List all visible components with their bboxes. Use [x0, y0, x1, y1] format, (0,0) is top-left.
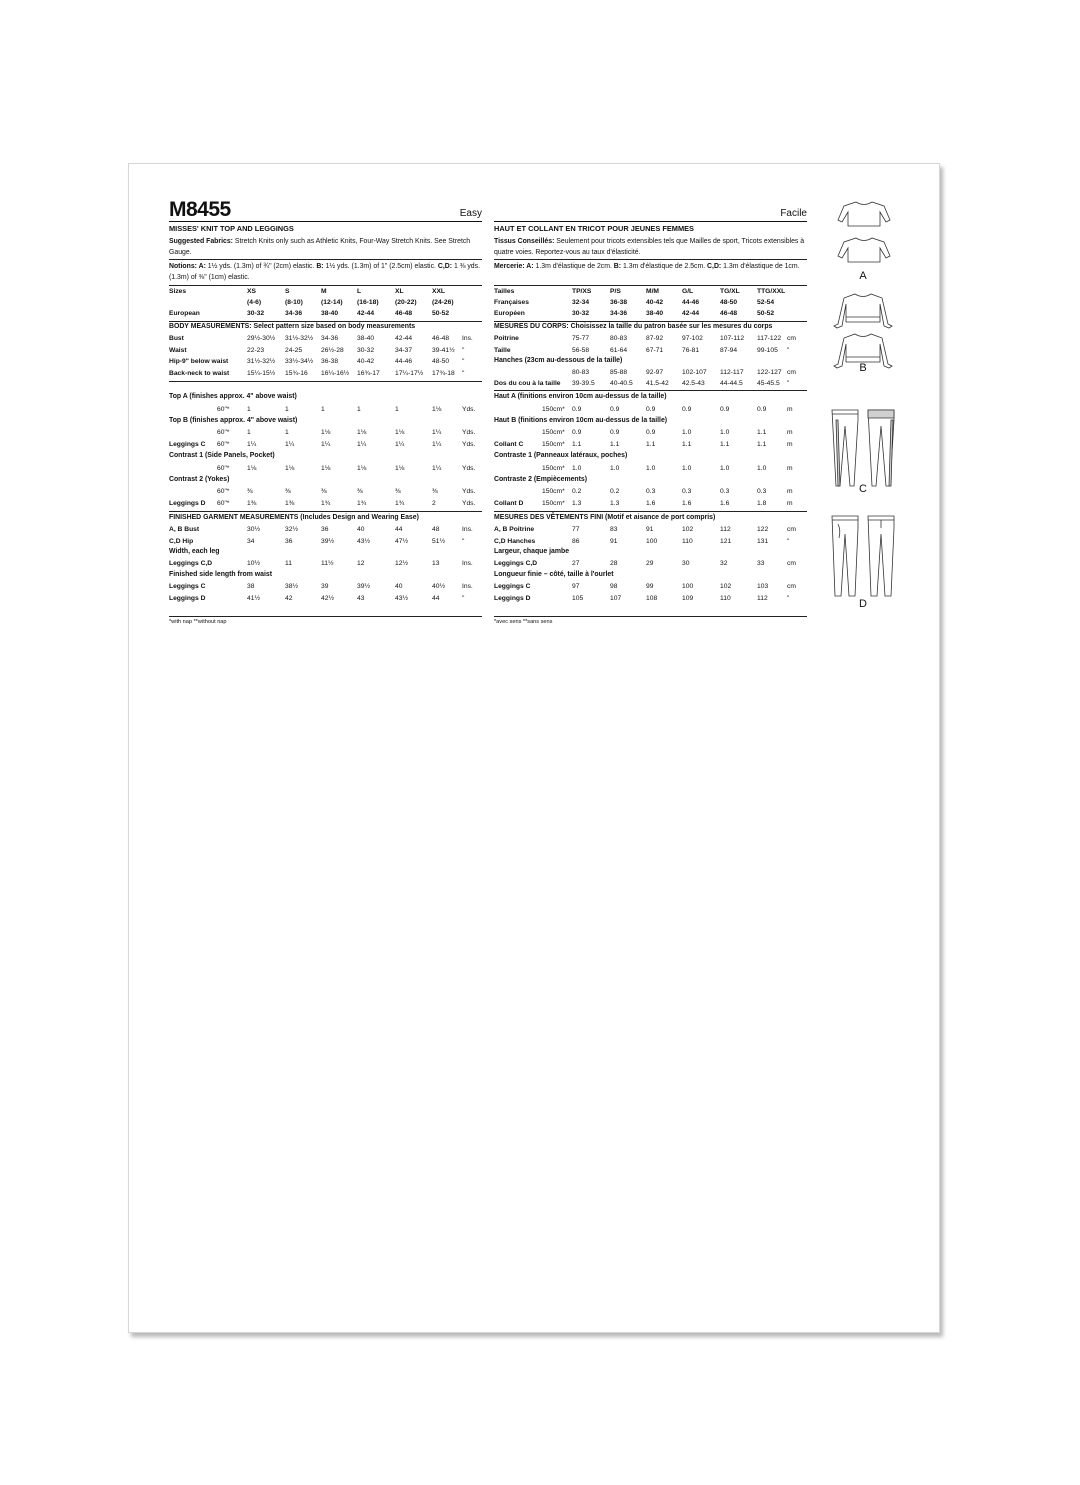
- divider: [494, 259, 807, 260]
- pattern-title: HAUT ET COLLANT EN TRICOT POUR JEUNES FEMMES: [494, 224, 694, 233]
- garment-illustrations: [818, 198, 908, 618]
- table-row: Leggings C 38 38½ 39 39½ 40 40½ Ins.: [169, 583, 473, 590]
- notions: Notions: A: 1½ yds. (1.3m) of ¾" (2cm) elastic. B: 1½ yds. (1.3m) of 1" (2.5cm) elastic. C,D: 1 ⅜ yds. (1.3m) of ⅜" (1cm) elastic.: [169, 263, 480, 281]
- view-label-a: A: [859, 270, 867, 282]
- table-row: 60"* 1 1 1⅛ 1⅛ 1⅛ 1¼ Yds.: [217, 429, 476, 436]
- sizes-row: Tailles TP/XS P/S M/M G/L TG/XL TTG/XXL: [494, 288, 786, 295]
- section-heading: Contraste 2 (Empiècements): [494, 475, 588, 483]
- divider: [494, 221, 807, 222]
- table-row: 150cm* 0.9 0.9 0.9 1.0 1.0 1.1 m: [542, 429, 793, 436]
- view-label-d: D: [859, 598, 867, 610]
- section-heading: Haut B (finitions environ 10cm au-dessus de la taille): [494, 416, 668, 424]
- divider: [169, 616, 482, 617]
- size-numbers-row: (4-6) (8-10) (12-14) (16-18) (20-22) (24-26): [247, 299, 454, 306]
- table-row: Leggings D 105 107 108 109 110 112 ": [494, 594, 790, 602]
- divider: [169, 259, 482, 260]
- divider: [169, 381, 482, 382]
- length-heading: Longueur finie – côté, taille à l'ourlet: [494, 571, 614, 578]
- european-sizes-row: Européen 30-32 34-36 38-40 42-44 46-48 50-52: [494, 310, 775, 317]
- top-b-illustration: [830, 290, 896, 372]
- divider: [169, 285, 482, 286]
- section-heading: Contraste 1 (Panneaux latéraux, poches): [494, 452, 628, 459]
- table-row: Collant D 150cm* 1.3 1.3 1.6 1.6 1.6 1.8 m: [494, 500, 793, 507]
- suggested-fabrics: Suggested Fabrics: Stretch Knits only such as Athletic Knits, Four-Way Stretch Knits. See Stretch Gauge.: [169, 238, 471, 256]
- body-measurements-heading: MESURES DU CORPS: Choisissez la taille du patron basée sur les mesures du corps: [494, 323, 773, 330]
- table-row: 80-83 85-88 92-97 102-107 112-117 122-127 cm: [572, 369, 796, 376]
- table-row: Leggings D 41½ 42 42½ 43 43½ 44 ": [169, 594, 465, 602]
- width-heading: Width, each leg: [169, 548, 220, 555]
- table-row: 60"* 1 1 1 1 1 1⅛ Yds.: [217, 405, 476, 413]
- sizes-row: Sizes XS S M L XL XXL: [169, 288, 446, 295]
- divider: [494, 285, 807, 286]
- top-a-illustration: [836, 198, 892, 268]
- table-row: 150cm* 0.9 0.9 0.9 0.9 0.9 0.9 m: [542, 405, 793, 413]
- view-label-c: C: [859, 483, 867, 495]
- suggested-fabrics: Tissus Conseillés: Seulement pour tricots extensibles tels que Mailles de sport, Tricots extensibles à quatre voies. Reportez-vous au taux d'élasticité.: [494, 238, 805, 256]
- width-heading: Largeur, chaque jambe: [494, 548, 570, 555]
- section-heading: Top A (finishes approx. 4" above waist): [169, 393, 297, 400]
- table-row: A, B Poitrine 77 83 91 102 112 122 cm: [494, 526, 796, 533]
- divider: [169, 321, 482, 322]
- section-heading: Contrast 1 (Side Panels, Pocket): [169, 452, 275, 459]
- table-row: Leggings C 60"* 1¼ 1¼ 1¼ 1¼ 1¼ 1¼ Yds.: [169, 441, 476, 448]
- table-row: Collant C 150cm* 1.1 1.1 1.1 1.1 1.1 1.1 m: [494, 441, 793, 448]
- table-row: Dos du cou à la taille 39-39.5 40-40.5 41.5-42 42.5-43 44-44.5 45-45.5 ": [494, 380, 790, 387]
- table-row: 60"* ⅜ ⅜ ⅜ ⅜ ⅜ ⅜ Yds.: [217, 488, 476, 495]
- european-sizes-row: European 30-32 34-36 38-40 42-44 46-48 50-52: [169, 310, 450, 317]
- notions: Mercerie: A: 1.3m d'élastique de 2cm. B: 1.3m d'élastique de 2.5cm. C,D: 1.3m d'élastique de 1cm.: [494, 263, 800, 270]
- leggings-c-illustration: [828, 408, 898, 488]
- divider: [169, 511, 482, 512]
- table-row: Poitrine 75-77 80-83 87-92 97-102 107-112 117-122 cm: [494, 335, 796, 342]
- divider: [494, 390, 807, 391]
- table-row: Bust 29½-30½ 31½-32½ 34-36 38-40 42-44 46-48 Ins.: [169, 335, 473, 342]
- table-row: Back-neck to waist 15¼-15½ 15¾-16 16¼-16½ 16¾-17 17¼-17½ 17¾-18 ": [169, 369, 465, 377]
- section-heading: Top B (finishes approx. 4" above waist): [169, 416, 298, 424]
- table-row: Hip-9" below waist 31½-32½ 33½-34½ 36-38 40-42 44-46 48-50 ": [169, 358, 465, 365]
- table-row: Taille 56-58 61-64 67-71 76-81 87-94 99-105 ": [494, 346, 790, 354]
- body-measurements-heading: BODY MEASUREMENTS: Select pattern size based on body measurements: [169, 323, 416, 330]
- section-heading: Haut A (finitions environ 10cm au-dessus de la taille): [494, 393, 667, 400]
- table-row: C,D Hip 34 36 39½ 43½ 47½ 51½ ": [169, 537, 465, 545]
- divider: [494, 616, 807, 617]
- table-row: Leggings C,D 10½ 11 11½ 12 12½ 13 Ins.: [169, 560, 473, 567]
- divider: [169, 221, 482, 222]
- table-row: Leggings C 97 98 99 100 102 103 cm: [494, 583, 796, 590]
- table-row: Leggings D 60"* 1⅜ 1⅜ 1¾ 1¾ 1¾ 2 Yds.: [169, 500, 476, 507]
- difficulty-label: Easy: [459, 208, 482, 219]
- hip-heading: Hanches (23cm au-dessous de la taille): [494, 357, 623, 364]
- table-row: 150cm* 0.2 0.2 0.3 0.3 0.3 0.3 m: [542, 488, 793, 495]
- finished-measurements-heading: FINISHED GARMENT MEASUREMENTS (Includes Design and Wearing Ease): [169, 514, 419, 521]
- french-sizes-row: Françaises 32-34 36-38 40-42 44-46 48-50 52-54: [494, 299, 775, 306]
- leggings-d-illustration: [828, 514, 898, 598]
- table-row: 150cm* 1.0 1.0 1.0 1.0 1.0 1.0 m: [542, 464, 793, 472]
- difficulty-label: Facile: [780, 208, 807, 219]
- table-row: Leggings C,D 27 28 29 30 32 33 cm: [494, 560, 796, 567]
- section-heading: Contrast 2 (Yokes): [169, 475, 230, 483]
- finished-measurements-heading: MESURES DES VÊTEMENTS FINI (Motif et aisance de port compris): [494, 514, 716, 521]
- footnote: *with nap **without nap: [169, 619, 227, 625]
- divider: [494, 321, 807, 322]
- table-row: Waist 22-23 24-25 26½-28 30-32 34-37 39-41½ ": [169, 346, 465, 354]
- view-label-b: B: [859, 362, 867, 374]
- table-row: 60"* 1⅛ 1⅛ 1⅛ 1⅛ 1⅛ 1¼ Yds.: [217, 464, 476, 472]
- pattern-code: M8455: [169, 198, 231, 221]
- table-row: A, B Bust 30½ 32½ 36 40 44 48 Ins.: [169, 526, 473, 533]
- divider: [494, 511, 807, 512]
- table-row: C,D Hanches 86 91 100 110 121 131 ": [494, 537, 790, 545]
- length-heading: Finished side length from waist: [169, 571, 272, 578]
- pattern-title: MISSES' KNIT TOP AND LEGGINGS: [169, 224, 294, 233]
- footnote: *avec sens **sans sens: [494, 619, 553, 625]
